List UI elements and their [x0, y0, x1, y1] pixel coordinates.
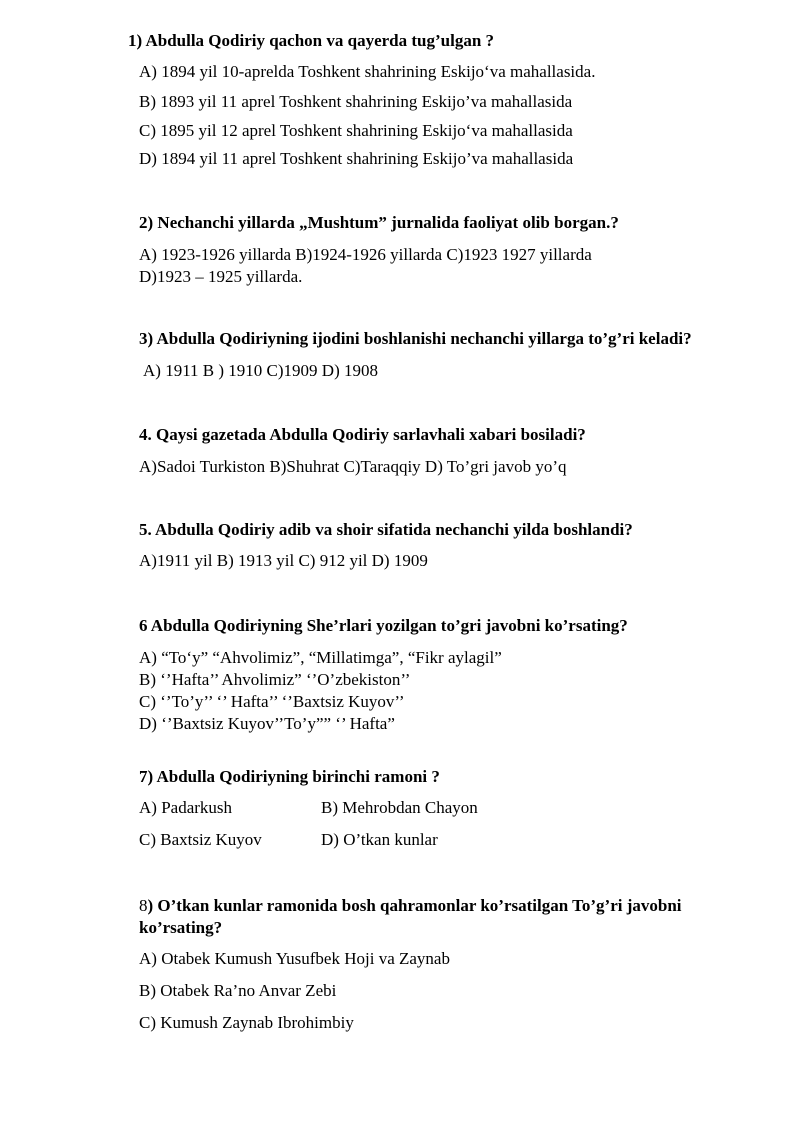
question-1-option-d: D) 1894 yil 11 aprel Toshkent shahrining Eskijo’va mahallasida	[139, 149, 574, 168]
question-2-options-line-2: D)1923 – 1925 yillarda.	[139, 267, 303, 286]
question-5-options: A)1911 yil B) 1913 yil C) 912 yil D) 1909	[139, 551, 428, 570]
question-2-options-line-1: A) 1923-1926 yillarda B)1924-1926 yillarda C)1923 1927 yillarda	[139, 245, 592, 264]
question-8-number: 8	[139, 896, 148, 915]
question-7-option-c: C) Baxtsiz Kuyov	[139, 830, 262, 849]
question-1-title: 1) Abdulla Qodiriy qachon va qayerda tug’ulgan ?	[128, 31, 495, 50]
question-5-title: 5. Abdulla Qodiriy adib va shoir sifatida nechanchi yilda boshlandi?	[139, 520, 633, 539]
question-8-title	[139, 895, 759, 939]
question-7-option-a: A) Padarkush	[139, 798, 233, 817]
question-8-option-a: A) Otabek Kumush Yusufbek Hoji va Zaynab	[139, 949, 450, 968]
question-7-option-b: B) Mehrobdan Chayon	[321, 798, 478, 817]
question-4-options: A)Sadoi Turkiston B)Shuhrat C)Taraqqiy D) To’gri javob yo’q	[139, 457, 567, 476]
question-7-option-d: D) O’tkan kunlar	[321, 830, 438, 849]
question-4-title: 4. Qaysi gazetada Abdulla Qodiriy sarlavhali xabari bosiladi?	[139, 425, 586, 444]
question-3-title: 3) Abdulla Qodiriyning ijodini boshlanishi nechanchi yillarga to’g’ri keladi?	[139, 329, 692, 348]
question-6-option-b: B) ‘’Hafta’’ Ahvolimiz” ‘’O’zbekiston’’	[139, 670, 411, 689]
question-7-title: 7) Abdulla Qodiriyning birinchi ramoni ?	[139, 767, 440, 786]
question-1-option-b: B) 1893 yil 11 aprel Toshkent shahrining Eskijo’va mahallasida	[139, 92, 573, 111]
question-6-title: 6 Abdulla Qodiriyning She’rlari yozilgan to’gri javobni ko’rsating?	[139, 616, 628, 635]
question-6-option-c: C) ‘’To’y’’ ‘’ Hafta’’ ‘’Baxtsiz Kuyov’’	[139, 692, 405, 711]
question-3-options: A) 1911 B ) 1910 C)1909 D) 1908	[143, 361, 378, 380]
question-1-option-c: C) 1895 yil 12 aprel Toshkent shahrining Eskijo‘va mahallasida	[139, 121, 573, 140]
question-8-title-text: ) O’tkan kunlar ramonida bosh qahramonlar ko’rsatilgan To’g’ri javobni ko’rsating?	[139, 896, 682, 937]
question-6-option-a: A) “To‘y” “Ahvolimiz”, “Millatimga”, “Fikr aylagil”	[139, 648, 502, 667]
question-6-option-d: D) ‘’Baxtsiz Kuyov’’To’y”” ‘’ Hafta”	[139, 714, 395, 733]
question-2-title: 2) Nechanchi yillarda „Mushtum” jurnalida faoliyat olib borgan.?	[139, 213, 619, 232]
question-8-option-c: C) Kumush Zaynab Ibrohimbiy	[139, 1013, 354, 1032]
question-1-option-a: A) 1894 yil 10-aprelda Toshkent shahrining Eskijo‘va mahallasida.	[139, 62, 596, 81]
question-8-option-b: B) Otabek Ra’no Anvar Zebi	[139, 981, 337, 1000]
